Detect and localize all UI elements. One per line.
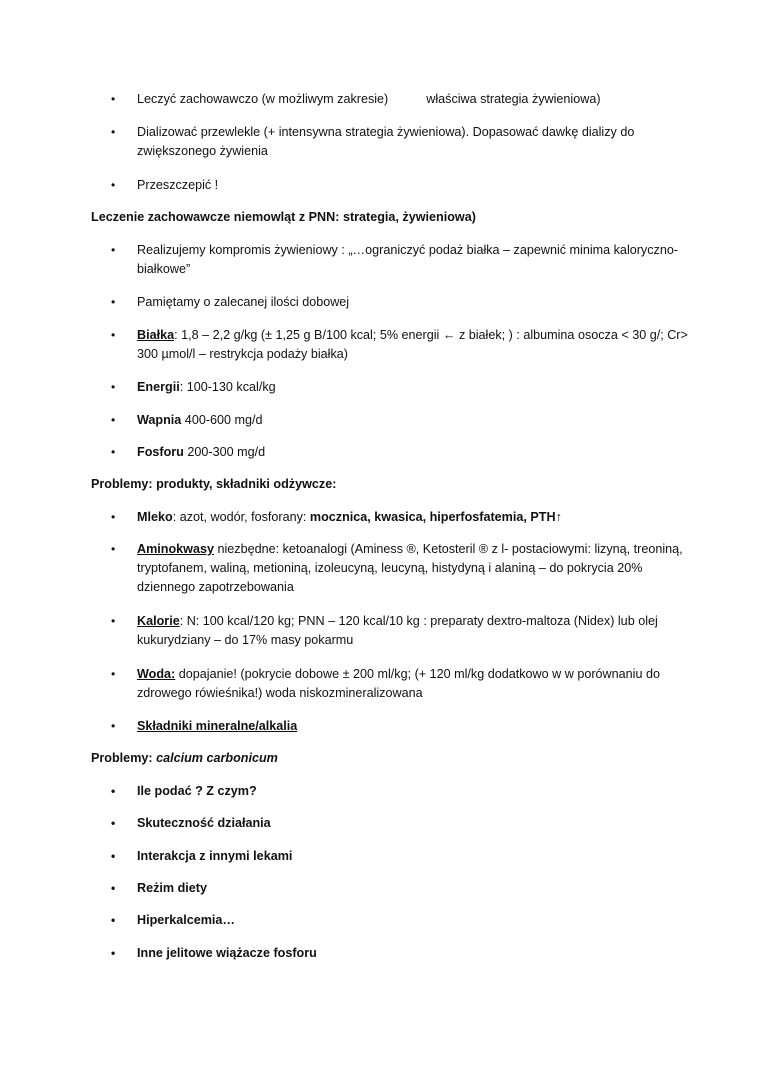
item-text: : azot, wodór, fosforany:	[172, 510, 310, 524]
item-text: : N: 100 kcal/120 kg; PNN – 120 kcal/10 kg : preparaty dextro-maltoza (Nidex) lub olej kukurydziany – do 17% masy pokarmu	[137, 614, 658, 647]
section-heading: Problemy: produkty, składniki odżywcze:	[91, 477, 337, 491]
list-item	[0, 879, 760, 898]
bullet: •	[111, 784, 116, 798]
item-text: 200-300 mg/d	[183, 445, 266, 459]
item-text: : 100-130 kcal/kg	[179, 380, 276, 394]
item-text: Skuteczność działania	[137, 816, 271, 830]
list-item	[0, 293, 760, 312]
list-item	[0, 176, 760, 195]
item-label: Energii	[137, 380, 180, 394]
bullet: •	[111, 92, 116, 106]
bullet: •	[111, 667, 116, 681]
bullet: •	[111, 510, 116, 524]
item-text: Reżim diety	[137, 881, 207, 895]
bullet: •	[111, 881, 116, 895]
item-emphasis: mocznica, kwasica, hiperfosfatemia, PTH↑	[309, 510, 562, 524]
list-item	[0, 443, 760, 462]
bullet: •	[111, 542, 116, 556]
bullet: •	[111, 413, 116, 427]
item-text: Leczyć zachowawczo (w możliwym zakresie)	[137, 92, 389, 106]
list-item	[0, 717, 760, 736]
list-item	[0, 241, 760, 279]
bullet: •	[111, 380, 116, 394]
item-text: : 1,8 – 2,2 g/kg (± 1,25 g B/100 kcal; 5% energii ← z białek; ) : albumina osocza < 30 g/; Cr> 300 µmol/l – restrykcja podaży białka)	[137, 328, 688, 361]
list-item	[0, 540, 760, 597]
item-text: Przeszczepić !	[137, 178, 219, 192]
item-label: Mleko	[137, 510, 173, 524]
item-label: Białka	[137, 328, 175, 342]
item-text: Ile podać ? Z czym?	[137, 784, 257, 798]
item-label: Fosforu	[137, 445, 184, 459]
list-item	[0, 326, 760, 364]
bullet: •	[111, 913, 116, 927]
item-label: Składniki mineralne/alkalia	[137, 719, 298, 733]
bullet: •	[111, 816, 116, 830]
item-label: Aminokwasy	[137, 542, 214, 556]
heading-italic: calcium carbonicum	[156, 751, 278, 765]
list-item	[0, 378, 760, 397]
bullet: •	[111, 295, 116, 309]
list-item	[0, 612, 760, 650]
list-item	[0, 90, 760, 109]
heading-prefix: Problemy:	[91, 751, 157, 765]
item-text: Inne jelitowe wiążacze fosforu	[137, 946, 317, 960]
bullet: •	[111, 243, 116, 257]
bullet: •	[111, 849, 116, 863]
list-item	[0, 944, 760, 963]
list-item	[0, 782, 760, 801]
bullet: •	[111, 445, 116, 459]
bullet: •	[111, 328, 116, 342]
item-text: 400-600 mg/d	[181, 413, 263, 427]
list-item	[0, 814, 760, 833]
list-item	[0, 665, 760, 703]
item-text: Interakcja z innymi lekami	[137, 849, 293, 863]
bullet: •	[111, 125, 116, 139]
bullet: •	[111, 614, 116, 628]
list-item	[0, 123, 760, 161]
bullet: •	[111, 719, 116, 733]
item-label: Wapnia	[137, 413, 182, 427]
section-heading: Leczenie zachowawcze niemowląt z PNN: strategia, żywieniowa)	[91, 210, 476, 224]
item-text: dopajanie! (pokrycie dobowe ± 200 ml/kg; (+ 120 ml/kg dodatkowo w w porównaniu do zdrowego rówieśnika!) woda niskozmineralizowana	[137, 667, 660, 700]
list-item	[0, 508, 760, 527]
list-item	[0, 847, 760, 866]
item-text: Hiperkalcemia…	[137, 913, 236, 927]
bullet: •	[111, 946, 116, 960]
item-text: Pamiętamy o zalecanej ilości dobowej	[137, 295, 350, 309]
item-label: Woda:	[137, 667, 176, 681]
list-item	[0, 911, 760, 930]
item-label: Kalorie	[137, 614, 180, 628]
bullet: •	[111, 178, 116, 192]
item-text: Realizujemy kompromis żywieniowy : „…ograniczyć podaż białka – zapewnić minima kaloryczno-białkowe”	[137, 243, 679, 276]
list-item	[0, 411, 760, 430]
item-text: niezbędne: ketoanalogi (Aminess ®, Ketosteril ® z l- postaciowymi: lizyną, treoniną, tryptofanem, waliną, metioniną, izoleucyną, leucyną, histydyną i alaniną – do pokrycia 20% dziennego zapotrzebowania	[137, 542, 683, 594]
section-heading	[0, 749, 760, 768]
item-text: Dializować przewlekle (+ intensywna strategia żywieniowa). Dopasować dawkę dializy do zwiększonego żywienia	[137, 125, 635, 158]
item-text-continued: właściwa strategia żywieniowa)	[426, 92, 601, 106]
